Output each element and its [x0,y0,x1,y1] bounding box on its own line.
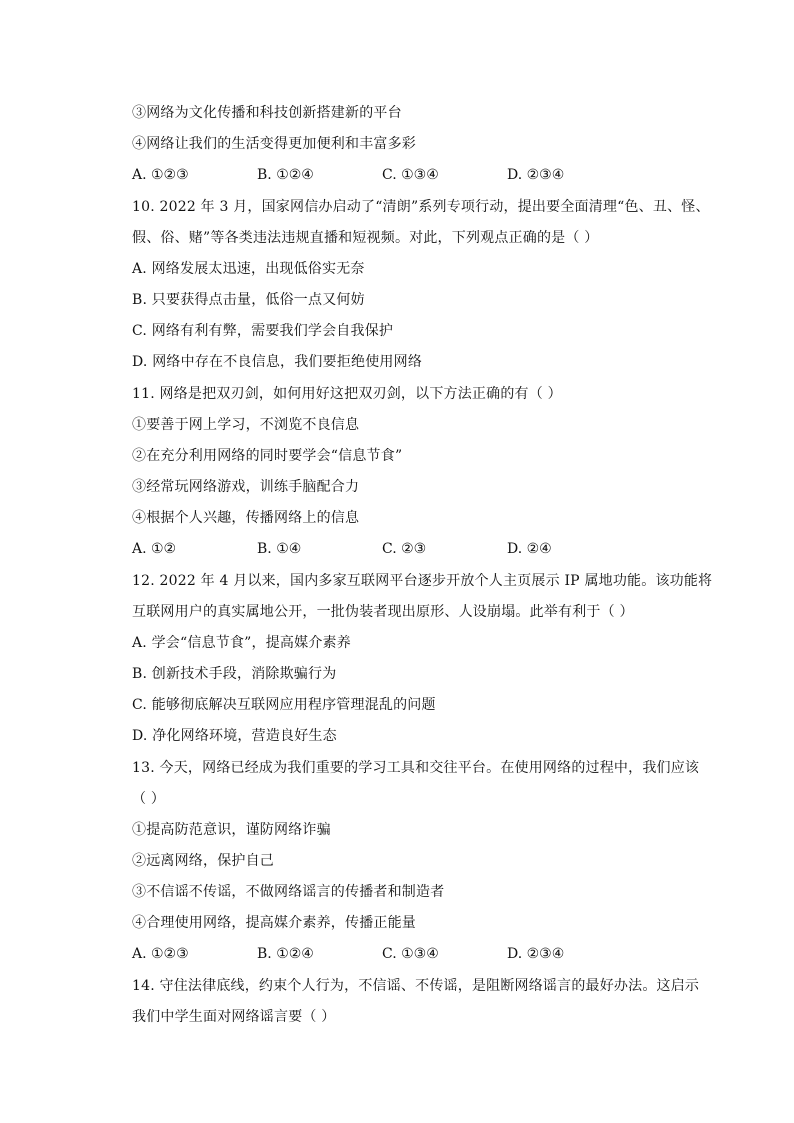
q10-stem-line1: 10. 2022 年 3 月，国家网信办启动了“清朗”系列专项行动，提出要全面清理“色、丑、怪、 [132,199,710,215]
q12-option-c: C. 能够彻底解决互联网应用程序管理混乱的问题 [132,697,436,713]
option-d: D. ②④ [507,541,552,557]
q13-item-4: ④合理使用网络，提高媒介素养，传播正能量 [132,915,416,931]
q10-stem-line2: 假、俗、赌”等各类违法违规直播和短视频。对此，下列观点正确的是（ ） [132,230,599,246]
q9-item-4: ④网络让我们的生活变得更加便利和丰富多彩 [132,136,416,152]
q12-option-b: B. 创新技术手段，消除欺骗行为 [132,666,337,682]
q13-item-1: ①提高防范意识，谨防网络诈骗 [132,822,331,838]
option-d: D. ②③④ [507,167,565,183]
q10-option-b: B. 只要获得点击量，低俗一点又何妨 [132,292,365,308]
q12-stem-line1: 12. 2022 年 4 月以来，国内多家互联网平台逐步开放个人主页展示 IP 属地功能。该功能将 [132,573,713,589]
option-c: C. ②③ [382,541,427,557]
option-c: C. ①③④ [382,167,439,183]
q12-option-a: A. 学会“信息节食”，提高媒介素养 [132,635,351,651]
q11-item-2: ②在充分利用网络的同时要学会“信息节食” [132,448,403,464]
option-b: B. ①②④ [257,946,314,962]
q13-item-2: ②远离网络，保护自己 [132,853,274,869]
q11-stem: 11. 网络是把双刃剑，如何用好这把双刃剑，以下方法正确的有（ ） [132,386,562,402]
q10-option-d: D. 网络中存在不良信息，我们要拒绝使用网络 [132,354,423,370]
option-b: B. ①②④ [257,167,314,183]
option-a: A. ①②③ [132,946,189,962]
q9-options [132,166,692,184]
q10-option-c: C. 网络有利有弊，需要我们学会自我保护 [132,323,394,339]
option-c: C. ①③④ [382,946,439,962]
q13-item-3: ③不信谣不传谣，不做网络谣言的传播者和制造者 [132,884,445,900]
q13-stem-line2: （ ） [132,791,166,807]
q12-stem-line2: 互联网用户的真实属地公开，一批伪装者现出原形、人设崩塌。此举有利于（ ） [132,604,634,620]
q11-item-4: ④根据个人兴趣，传播网络上的信息 [132,510,360,526]
q13-options [132,945,692,963]
q9-item-3: ③网络为文化传播和科技创新搭建新的平台 [132,105,402,121]
q11-options [132,540,692,558]
option-d: D. ②③④ [507,946,565,962]
q10-option-a: A. 网络发展太迅速，出现低俗实无奈 [132,261,365,277]
option-a: A. ①② [132,541,177,557]
q11-item-3: ③经常玩网络游戏，训练手脑配合力 [132,479,360,495]
q13-stem-line1: 13. 今天，网络已经成为我们重要的学习工具和交往平台。在使用网络的过程中，我们应该 [132,760,700,776]
q14-stem-line2: 我们中学生面对网络谣言要（ ） [132,1009,336,1025]
q14-stem-line1: 14. 守住法律底线，约束个人行为，不信谣、不传谣，是阻断网络谣言的最好办法。这启示 [132,978,700,994]
option-a: A. ①②③ [132,167,189,183]
q11-item-1: ①要善于网上学习，不浏览不良信息 [132,417,360,433]
q12-option-d: D. 净化网络环境，营造良好生态 [132,728,337,744]
option-b: B. ①④ [257,541,302,557]
